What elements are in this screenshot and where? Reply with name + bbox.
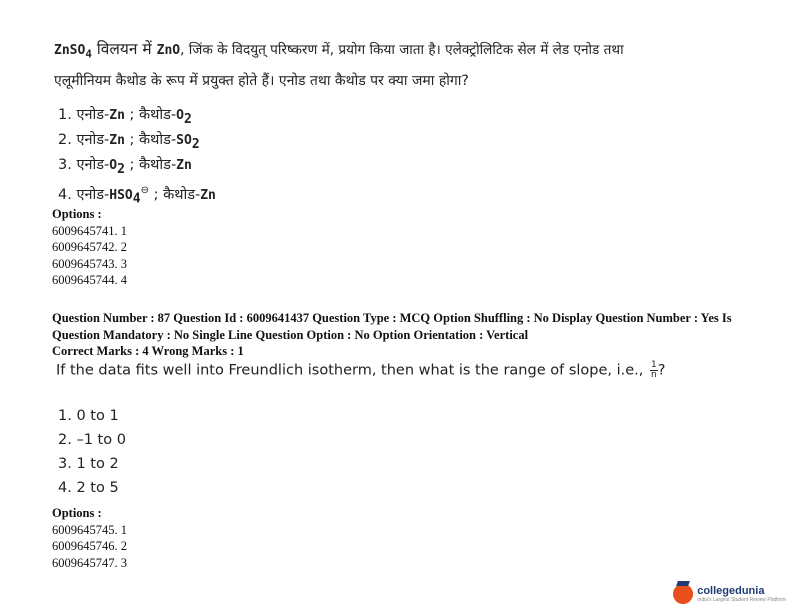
question-87-text: If the data fits well into Freundlich isotherm, then what is the range of slope, i.e., $\frac{1}{n}$ ? <box>56 360 666 380</box>
options-block-1 <box>52 206 127 289</box>
q87-option-3: 3. 1 to 2 <box>58 456 119 472</box>
option-id-row: 6009645742. 2 <box>52 240 127 254</box>
graduation-cap-icon <box>673 584 693 604</box>
q86-line-2: एलूमीनियम कैथोड के रूप में प्रयुक्त होते हैं। एनोड तथा कैथोड पर क्या जमा होगा? <box>54 72 469 89</box>
q87-options <box>58 404 126 500</box>
q86-option-2: 2. एनोड-Zn ; $कैथोड-SO_2$ <box>58 132 200 152</box>
q87-option-1: 1. 0 to 1 <box>58 408 119 424</box>
option-id-row: 6009645746. 2 <box>52 539 127 553</box>
q86-option-3: 3. $एनोड-O_2$ ; कैथोड-Zn <box>58 157 192 177</box>
options-block-2 <box>52 505 127 571</box>
options-heading: Options : <box>52 506 102 520</box>
option-id-row: 6009645745. 1 <box>52 522 127 537</box>
options-heading: Options : <box>52 207 102 221</box>
q86-options <box>58 103 216 207</box>
chem-zno: ZnO <box>156 43 181 58</box>
q86-option-4: 4. $एनोड-HSO_4^⊖$ ; कैथोड-Zn <box>58 185 216 207</box>
option-id-row: 6009645741. 1 <box>52 223 127 238</box>
fraction-1-over-n: $\frac{1}{n}$ <box>651 360 657 380</box>
question-86-text <box>54 36 774 94</box>
q87-meta: Question Number : 87 Question Id : 6009641437 Question Type : MCQ Option Shuffling : No Display Question Number : Yes Is Question Mandatory : No Single Line Question Option : No Option Orientation : Vertical Correct Marks : 4 Wrong Marks : 1 <box>52 311 732 358</box>
option-id-row: 6009645743. 3 <box>52 256 127 271</box>
q87-option-2: 2. –1 to 0 <box>58 432 126 448</box>
option-id-row: 6009645744. 4 <box>52 273 127 287</box>
q87-option-4: 4. 2 to 5 <box>58 480 119 496</box>
option-id-row: 6009645747. 3 <box>52 555 127 570</box>
chem-znso4: ZnSO$_4$ <box>54 43 92 61</box>
q86-option-1: 1. एनोड-Zn ; $कैथोड-O_2$ <box>58 107 192 127</box>
q86-line-1: ZnSO$_4$ विलयन में ZnO, जिंक के विदयुत् परिष्करण में, प्रयोग किया जाता है। एलेक्ट्रोलिटिक सेल में लेड एनोड तथा <box>54 40 624 61</box>
collegedunia-logo: collegedunia India's Largest Student Review Platform <box>673 584 786 604</box>
